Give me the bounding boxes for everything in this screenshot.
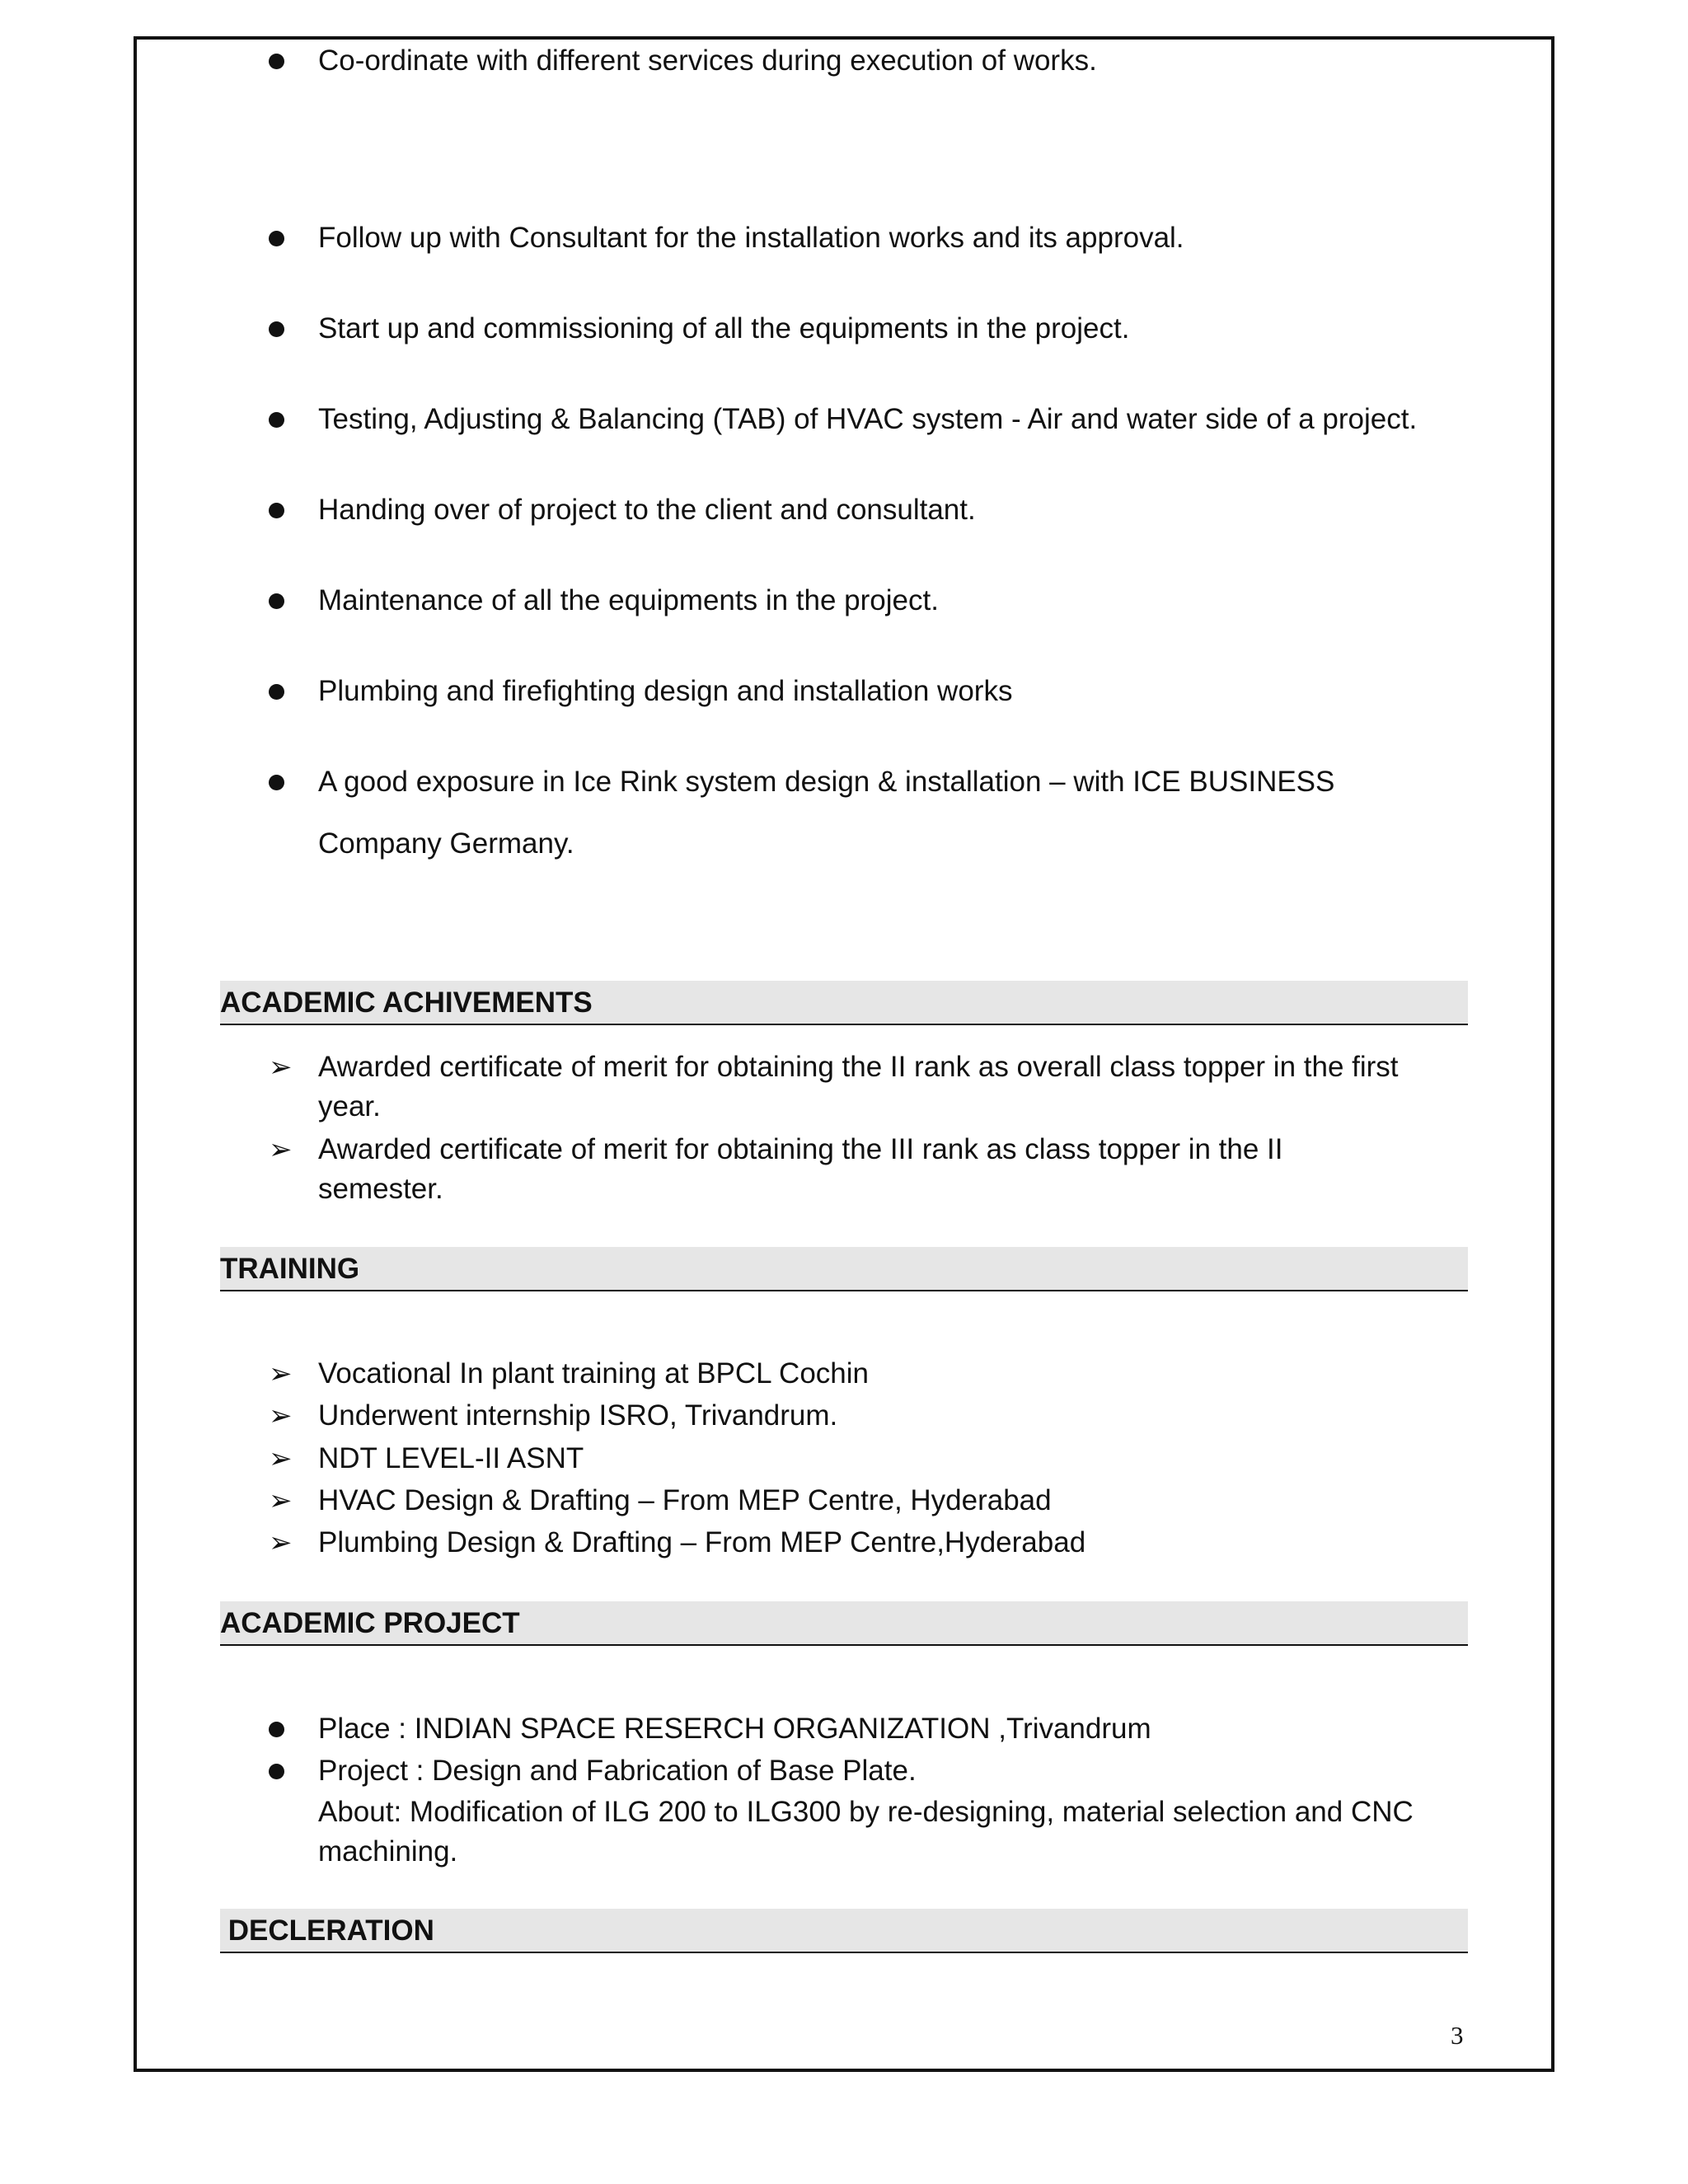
achievement-item: Awarded certificate of merit for obtaining the III rank as class topper in the II bbox=[318, 1133, 1283, 1165]
bullet-icon bbox=[269, 1722, 284, 1737]
arrow-bullet-icon: ➢ bbox=[269, 1443, 293, 1474]
project-about-continuation: machining. bbox=[318, 1835, 458, 1868]
arrow-bullet-icon: ➢ bbox=[269, 1052, 293, 1083]
duty-item: Follow up with Consultant for the installation works and its approval. bbox=[318, 222, 1184, 254]
bullet-icon bbox=[269, 775, 284, 790]
achievement-item: Awarded certificate of merit for obtaining the II rank as overall class topper in the first bbox=[318, 1051, 1399, 1083]
training-item: Underwent internship ISRO, Trivandrum. bbox=[318, 1399, 838, 1432]
section-heading-academic-achievements: ACADEMIC ACHIVEMENTS bbox=[220, 981, 1468, 1025]
bullet-icon bbox=[269, 503, 284, 518]
duty-item-continuation: Company Germany. bbox=[318, 827, 574, 860]
duty-item: Handing over of project to the client and consultant. bbox=[318, 494, 976, 526]
bullet-icon bbox=[269, 321, 284, 337]
bullet-icon bbox=[269, 54, 284, 69]
duty-item: Plumbing and firefighting design and installation works bbox=[318, 675, 1013, 707]
training-item: Plumbing Design & Drafting – From MEP Centre,Hyderabad bbox=[318, 1526, 1086, 1558]
section-heading-training: TRAINING bbox=[220, 1247, 1468, 1291]
duty-item: Co-ordinate with different services during execution of works. bbox=[318, 45, 1097, 77]
duty-item: Maintenance of all the equipments in the project. bbox=[318, 584, 939, 616]
section-heading-declaration: DECLERATION bbox=[220, 1909, 1468, 1953]
arrow-bullet-icon: ➢ bbox=[269, 1134, 293, 1165]
achievement-item-continuation: year. bbox=[318, 1090, 381, 1122]
arrow-bullet-icon: ➢ bbox=[269, 1358, 293, 1390]
bullet-icon bbox=[269, 593, 284, 609]
bullet-icon bbox=[269, 684, 284, 700]
bullet-icon bbox=[269, 1764, 284, 1779]
achievement-item-continuation: semester. bbox=[318, 1173, 443, 1205]
training-item: Vocational In plant training at BPCL Cochin bbox=[318, 1357, 870, 1390]
project-about: About: Modification of ILG 200 to ILG300 by re-designing, material selection and CNC bbox=[318, 1796, 1414, 1828]
section-heading-academic-project: ACADEMIC PROJECT bbox=[220, 1601, 1468, 1646]
training-item: HVAC Design & Drafting – From MEP Centre, Hyderabad bbox=[318, 1484, 1052, 1516]
page-number: 3 bbox=[1451, 2021, 1464, 2050]
project-place: Place : INDIAN SPACE RESERCH ORGANIZATION ,Trivandrum bbox=[318, 1713, 1151, 1745]
project-title: Project : Design and Fabrication of Base Plate. bbox=[318, 1755, 917, 1787]
arrow-bullet-icon: ➢ bbox=[269, 1485, 293, 1516]
bullet-icon bbox=[269, 412, 284, 428]
arrow-bullet-icon: ➢ bbox=[269, 1527, 293, 1558]
duty-item: Testing, Adjusting & Balancing (TAB) of HVAC system - Air and water side of a project. bbox=[318, 403, 1418, 435]
arrow-bullet-icon: ➢ bbox=[269, 1400, 293, 1432]
duty-item: Start up and commissioning of all the equipments in the project. bbox=[318, 312, 1130, 344]
duty-item: A good exposure in Ice Rink system design & installation – with ICE BUSINESS bbox=[318, 766, 1335, 798]
training-item: NDT LEVEL-II ASNT bbox=[318, 1442, 584, 1474]
bullet-icon bbox=[269, 231, 284, 246]
